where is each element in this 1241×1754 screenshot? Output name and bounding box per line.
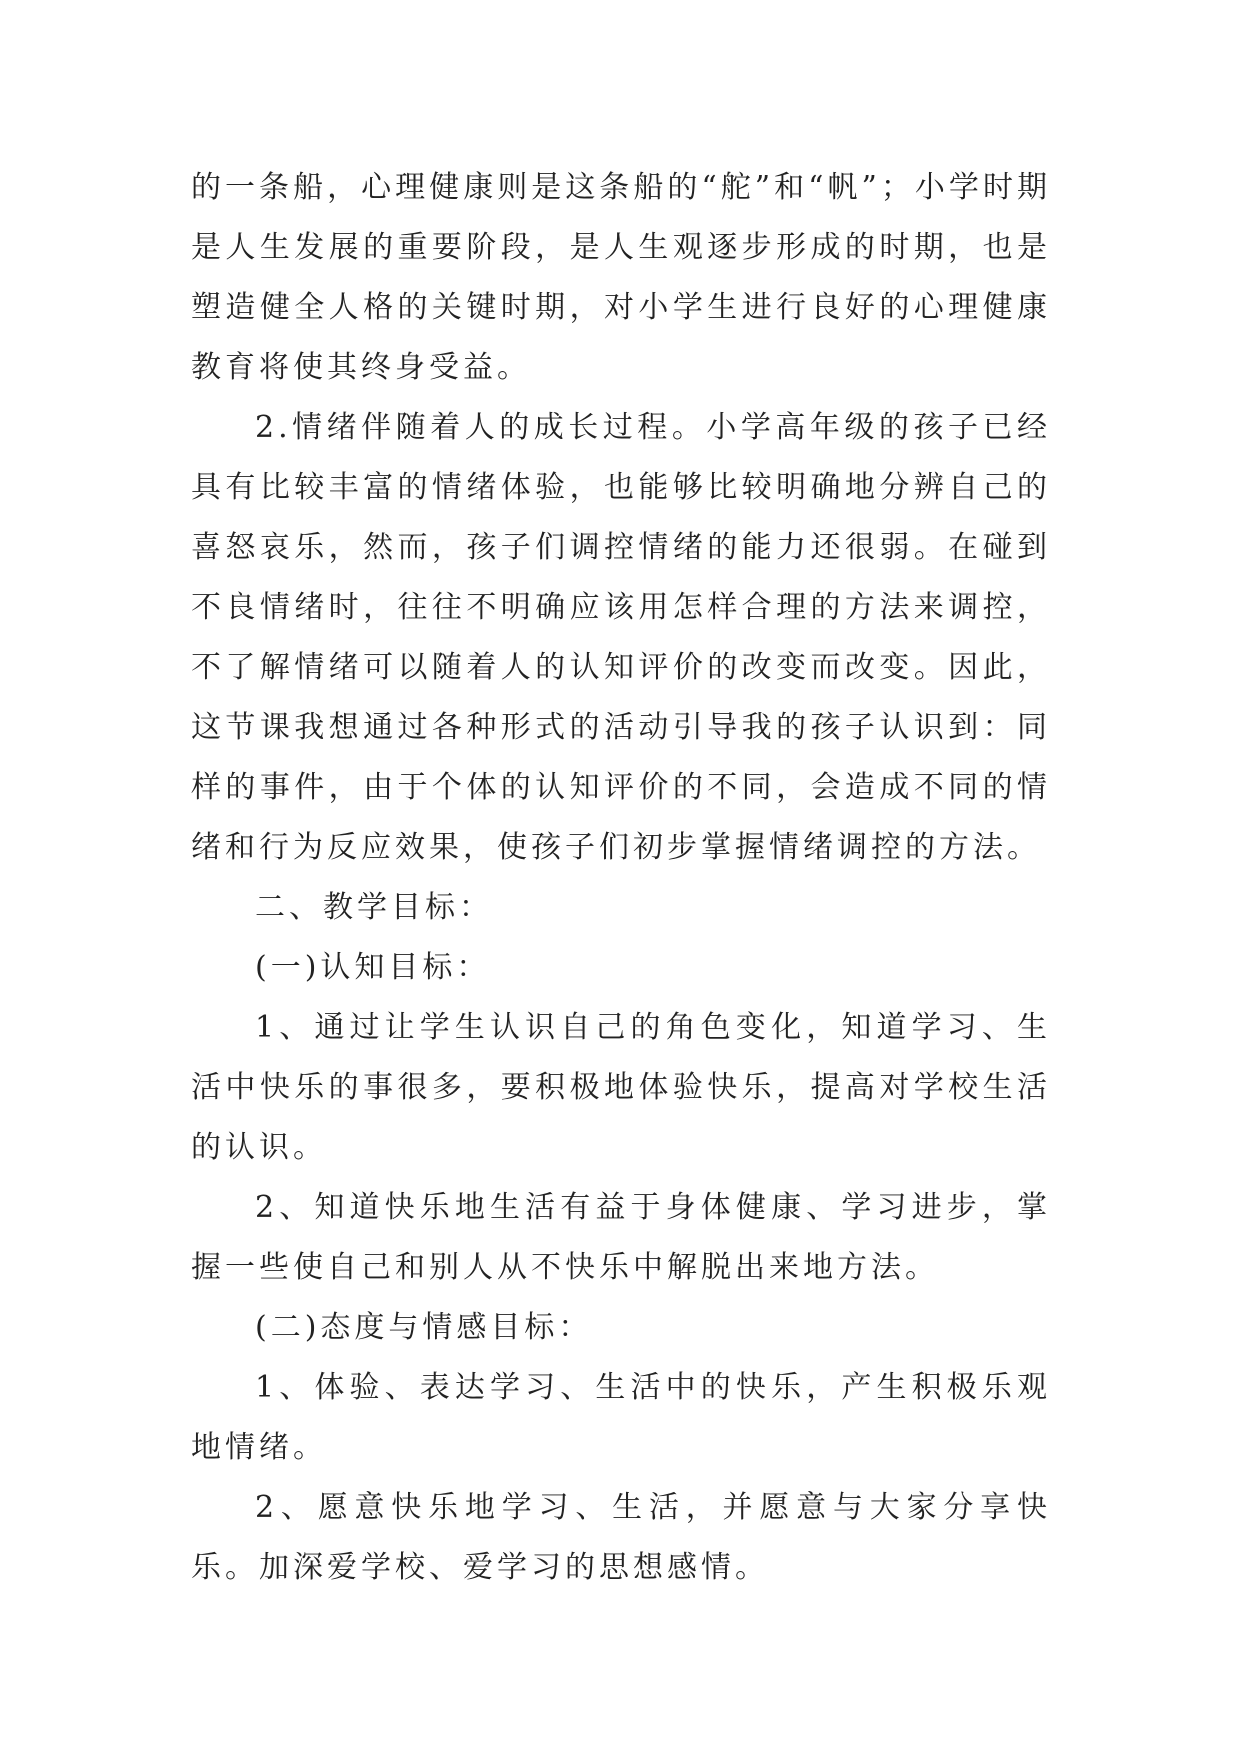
cognitive-goal-item-1: 1、通过让学生认识自己的角色变化，知道学习、生活中快乐的事很多，要积极地体验快乐，提高对学校生活的认识。	[191, 1010, 1051, 1165]
paragraph-continuation: 的一条船，心理健康则是这条船的“舵”和“帆”；小学时期是人生发展的重要阶段，是人生观逐步形成的时期，也是塑造健全人格的关键时期，对小学生进行良好的心理健康教育将使其终身受益。	[191, 170, 1051, 385]
paragraph-emotion-growth: 2.情绪伴随着人的成长过程。小学高年级的孩子已经具有比较丰富的情绪体验，也能够比较明确地分辨自己的喜怒哀乐，然而，孩子们调控情绪的能力还很弱。在碰到不良情绪时，往往不明确应该用怎样合理的方法来调控，不了解情绪可以随着人的认知评价的改变而改变。因此，这节课我想通过各种形式的活动引导我的孩子认识到：同样的事件，由于个体的认知评价的不同，会造成不同的情绪和行为反应效果，使孩子们初步掌握情绪调控的方法。	[191, 410, 1051, 865]
attitude-goal-item-1: 1、体验、表达学习、生活中的快乐，产生积极乐观地情绪。	[191, 1370, 1051, 1465]
subsection-heading-attitude-goals: (二)态度与情感目标：	[255, 1310, 593, 1345]
document-body	[191, 158, 1051, 1598]
section-heading-teaching-goals: 二、教学目标：	[255, 890, 493, 925]
cognitive-goal-item-2: 2、知道快乐地生活有益于身体健康、学习进步，掌握一些使自己和别人从不快乐中解脱出来地方法。	[191, 1190, 1051, 1285]
subsection-heading-cognitive-goals: (一)认知目标：	[255, 950, 491, 985]
attitude-goal-item-2: 2、愿意快乐地学习、生活，并愿意与大家分享快乐。加深爱学校、爱学习的思想感情。	[191, 1490, 1051, 1585]
